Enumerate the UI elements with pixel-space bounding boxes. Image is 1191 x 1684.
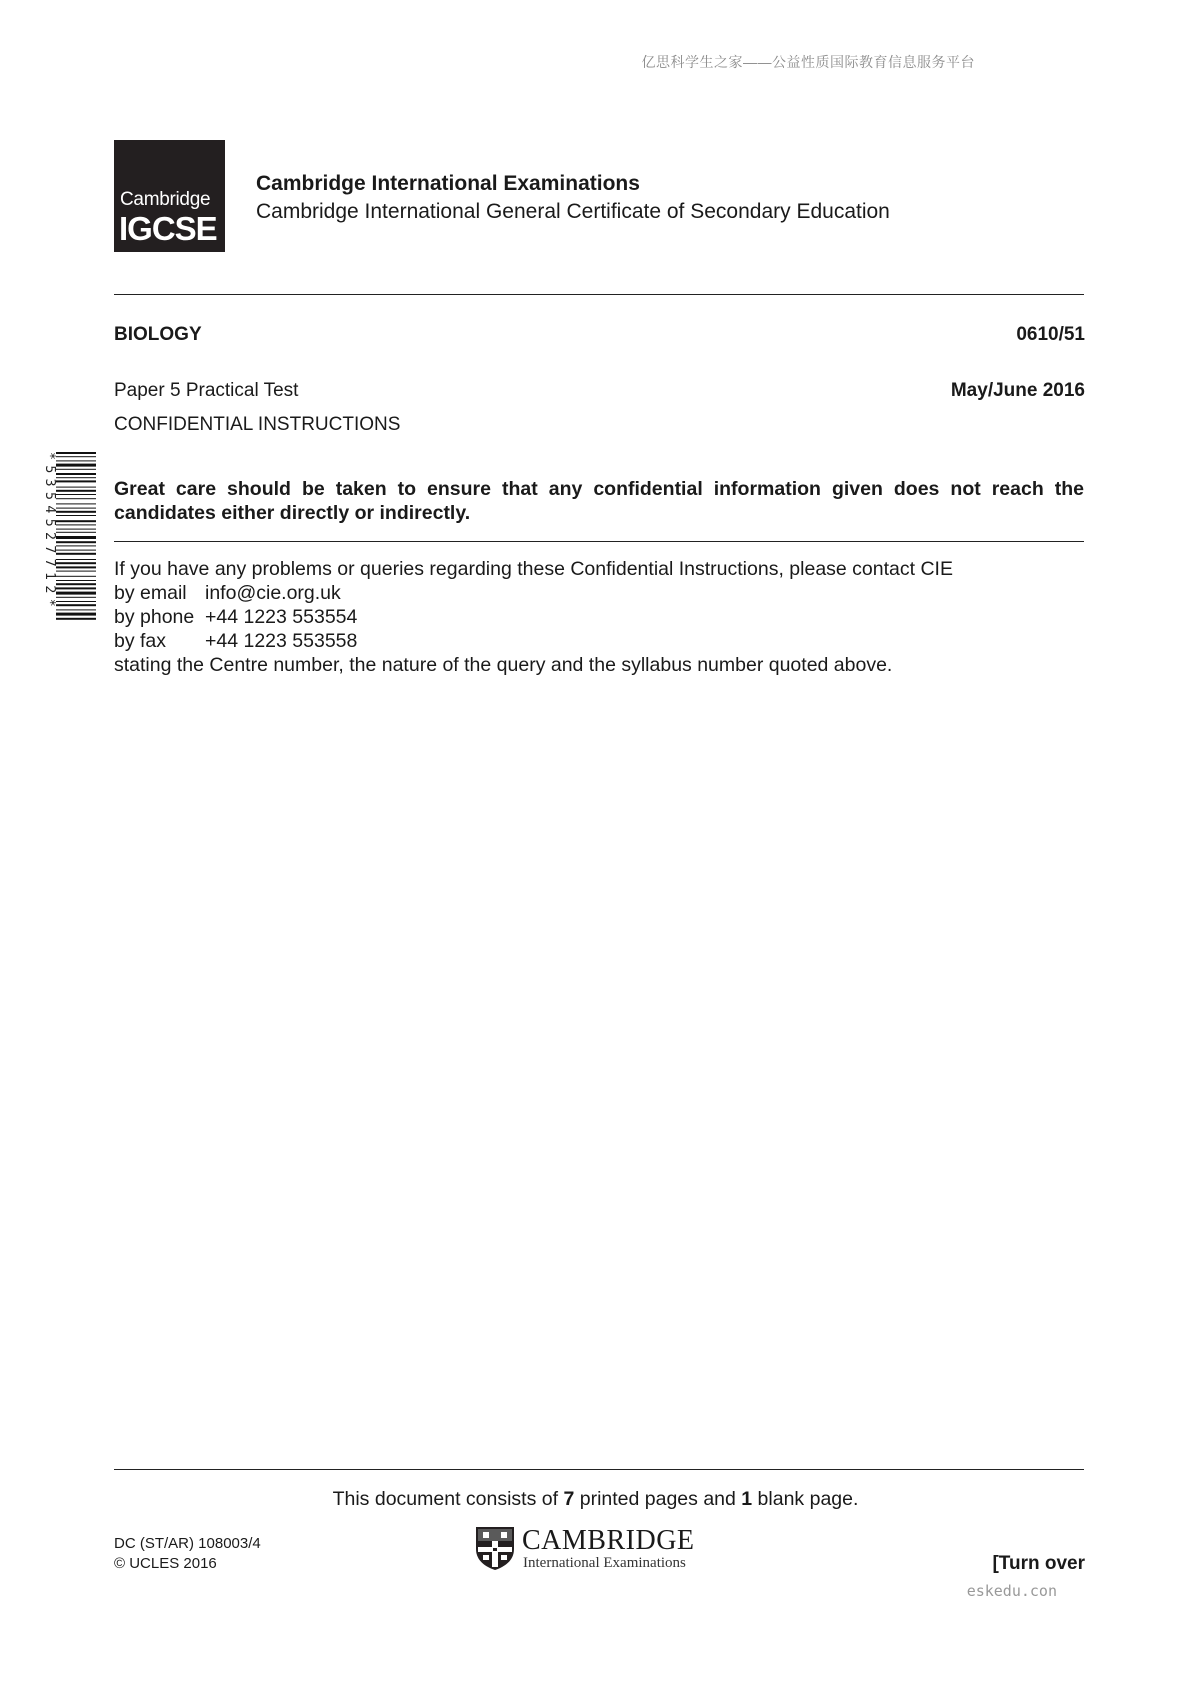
- page-note-middle: printed pages and: [574, 1488, 742, 1510]
- phone-number: +44 1223 553554: [205, 606, 358, 628]
- page-note-prefix: This document consists of: [332, 1488, 564, 1510]
- barcode-bars: [56, 452, 96, 620]
- phone-label: by phone: [114, 606, 195, 628]
- logo-cambridge-text: Cambridge: [120, 189, 211, 210]
- contact-email-row: [114, 581, 953, 605]
- barcode: [40, 450, 97, 680]
- copyright: © UCLES 2016: [114, 1555, 217, 1572]
- exam-session: May/June 2016: [950, 380, 1085, 401]
- turn-over-label: [Turn over: [992, 1553, 1085, 1574]
- footer-reference: [114, 1534, 261, 1574]
- fax-number: +44 1223 553558: [205, 630, 358, 652]
- printed-pages-count: 7: [563, 1488, 575, 1510]
- document-type: CONFIDENTIAL INSTRUCTIONS: [114, 414, 401, 435]
- email-label: by email: [114, 582, 187, 604]
- confidentiality-warning: Great care should be taken to ensure that any confidential information given does not reach the candidates either directly or indirectly.: [114, 478, 1084, 524]
- footer-divider: [114, 1469, 1084, 1470]
- document-ref: DC (ST/AR) 108003/4: [114, 1535, 261, 1552]
- exam-board-title: Cambridge International Examinations: [256, 172, 640, 195]
- cambridge-crest-logo: [474, 1525, 714, 1573]
- subject-title: BIOLOGY: [114, 324, 202, 345]
- barcode-number: *5354527712*: [42, 452, 57, 613]
- syllabus-code: 0610/51: [1016, 324, 1085, 345]
- logo-igcse-text: IGCSE: [119, 210, 217, 247]
- paper-title: Paper 5 Practical Test: [114, 380, 299, 401]
- cambridge-wordmark: CAMBRIDGE: [522, 1525, 695, 1556]
- watermark-top: 亿思科学生之家——公益性质国际教育信息服务平台: [641, 54, 975, 70]
- qualification-title: Cambridge International General Certificate of Secondary Education: [256, 200, 890, 223]
- contact-fax-row: [114, 629, 953, 653]
- contact-intro: If you have any problems or queries regarding these Confidential Instructions, please contact CIE: [114, 558, 953, 580]
- watermark-bottom: eskedu.con: [966, 1582, 1057, 1600]
- cambridge-igcse-logo: [114, 140, 225, 252]
- header-divider: [114, 294, 1084, 295]
- warning-divider: [114, 541, 1084, 542]
- contact-block: [114, 557, 953, 677]
- fax-label: by fax: [114, 630, 167, 652]
- page-note-suffix: blank page.: [752, 1488, 859, 1510]
- page-count-note: [0, 1488, 1191, 1511]
- email-address[interactable]: info@cie.org.uk: [205, 582, 341, 604]
- cambridge-subtitle: International Examinations: [523, 1555, 686, 1571]
- contact-phone-row: [114, 605, 953, 629]
- crest-icon: [474, 1525, 516, 1571]
- blank-pages-count: 1: [741, 1488, 753, 1510]
- contact-closing: stating the Centre number, the nature of the query and the syllabus number quoted above.: [114, 654, 893, 676]
